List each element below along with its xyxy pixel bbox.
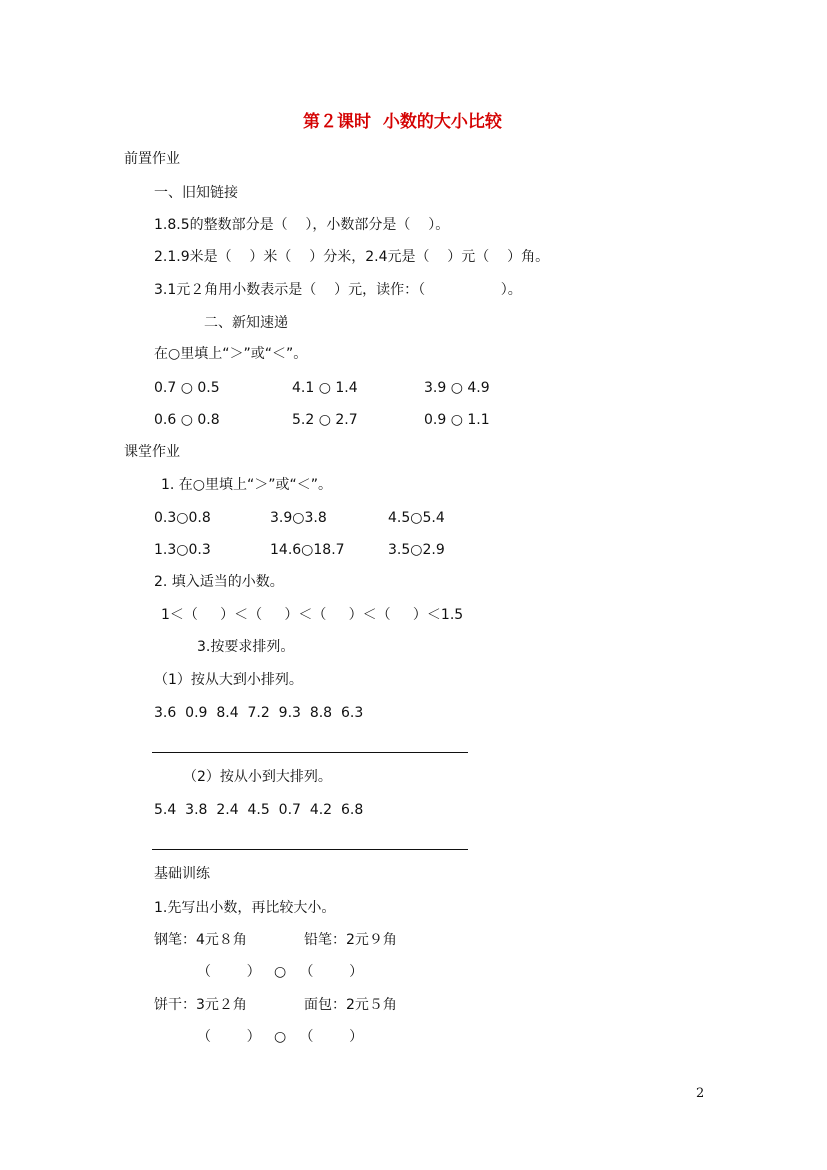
answer-line <box>152 849 468 850</box>
page-title: 第２课时 小数的大小比较 <box>303 112 502 132</box>
instruction-text: 1.先写出小数，再比较大小。 <box>154 900 336 916</box>
section-heading-basic-training: 基础训练 <box>154 866 210 882</box>
comparison-item: 14.6○18.7 <box>270 542 345 558</box>
comparison-item: 3.9○3.8 <box>270 510 327 526</box>
comparison-item: 1.3○0.3 <box>154 542 211 558</box>
comparison-item: 5.2 ○ 2.7 <box>292 412 358 428</box>
section-heading-class-homework: 课堂作业 <box>124 444 180 460</box>
price-item: 铅笔：2元９角 <box>304 932 397 948</box>
number-list: 5.4 3.8 2.4 4.5 0.7 4.2 6.8 <box>154 802 364 818</box>
instruction-text: 3.按要求排列。 <box>197 639 295 655</box>
sub-question-label: （2）按从小到大排列。 <box>183 769 332 785</box>
subsection-heading-review: 一、旧知链接 <box>154 185 238 201</box>
comparison-item: 0.9 ○ 1.1 <box>424 412 490 428</box>
question-text: 3.1元２角用小数表示是（ ）元，读作：（ ）。 <box>154 282 522 298</box>
question-text: 2.1.9米是（ ）米（ ）分米，2.4元是（ ）元（ ）角。 <box>154 249 550 265</box>
subsection-heading-new-knowledge: 二、新知速递 <box>204 315 288 331</box>
compare-blank-row: （ ） ○ （ ） <box>197 1029 364 1045</box>
instruction-text: 在○里填上“＞”或“＜”。 <box>154 346 308 362</box>
page-number: 2 <box>696 1086 705 1101</box>
comparison-item: 0.3○0.8 <box>154 510 211 526</box>
comparison-item: 3.9 ○ 4.9 <box>424 380 490 396</box>
price-item: 钢笔：4元８角 <box>154 932 247 948</box>
number-list: 3.6 0.9 8.4 7.2 9.3 8.8 6.3 <box>154 705 364 721</box>
compare-blank-row: （ ） ○ （ ） <box>197 964 364 980</box>
comparison-item: 0.7 ○ 0.5 <box>154 380 220 396</box>
price-item: 面包：2元５角 <box>304 997 397 1013</box>
price-item: 饼干：3元２角 <box>154 997 247 1013</box>
question-text: 1.8.5的整数部分是（ ），小数部分是（ ）。 <box>154 217 450 233</box>
instruction-text: 2. 填入适当的小数。 <box>154 574 284 590</box>
inequality-expression: 1＜（ ）＜（ ）＜（ ）＜（ ）＜1.5 <box>161 607 464 623</box>
answer-line <box>152 752 468 753</box>
comparison-item: 3.5○2.9 <box>388 542 445 558</box>
section-heading-pre-homework: 前置作业 <box>124 151 180 167</box>
comparison-item: 4.5○5.4 <box>388 510 445 526</box>
comparison-item: 4.1 ○ 1.4 <box>292 380 358 396</box>
instruction-text: 1. 在○里填上“＞”或“＜”。 <box>161 477 333 493</box>
comparison-item: 0.6 ○ 0.8 <box>154 412 220 428</box>
sub-question-label: （1）按从大到小排列。 <box>154 672 303 688</box>
